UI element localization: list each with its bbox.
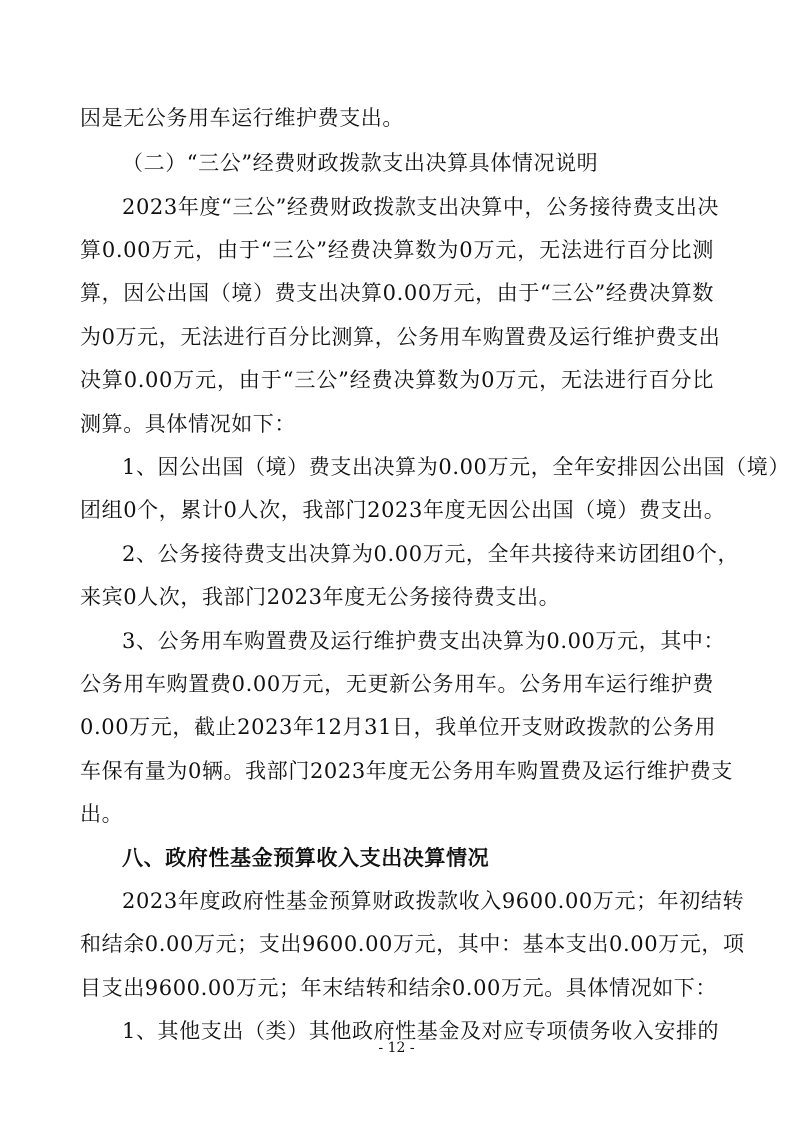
paragraph-line: 和结余0.00万元；支出9600.00万元，其中：基本支出0.00万元，项: [80, 932, 745, 956]
paragraph-line: 出。: [80, 802, 124, 826]
paragraph-line: 因是无公务用车运行维护费支出。: [80, 106, 404, 130]
paragraph-line: 2、公务接待费支出决算为0.00万元，全年共接待来访团组0个，: [122, 542, 740, 566]
paragraph-line: 决算0.00万元，由于“三公”经费决算数为0万元，无法进行百分比: [80, 368, 714, 392]
paragraph-line: 算，因公出国（境）费支出决算0.00万元，由于“三公”经费决算数: [80, 281, 714, 305]
paragraph-line: 为0万元，无法进行百分比测算，公务用车购置费及运行维护费支出: [80, 325, 721, 349]
paragraph-line: 测算。具体情况如下：: [80, 412, 296, 436]
paragraph-line: 2023年度“三公”经费财政拨款支出决算中，公务接待费支出决: [122, 195, 719, 219]
paragraph-line: 团组0个，累计0人次，我部门2023年度无因公出国（境）费支出。: [80, 498, 726, 522]
paragraph-line: 2023年度政府性基金预算财政拨款收入9600.00万元；年初结转: [122, 889, 745, 913]
section-heading: 八、政府性基金预算收入支出决算情况: [122, 846, 490, 870]
paragraph-line: 1、因公出国（境）费支出决算为0.00万元，全年安排因公出国（境）: [122, 455, 790, 479]
paragraph-line: 车保有量为0辆。我部门2023年度无公务用车购置费及运行维护费支: [80, 759, 734, 783]
paragraph-line: 公务用车购置费0.00万元，无更新公务用车。公务用车运行维护费: [80, 672, 714, 696]
page-number: - 12 -: [378, 1040, 415, 1056]
paragraph-line: 0.00万元，截止2023年12月31日，我单位开支财政拨款的公务用: [80, 715, 717, 739]
paragraph-line: 1、其他支出（类）其他政府性基金及对应专项债务收入安排的: [122, 1019, 720, 1043]
paragraph-line: 来宾0人次，我部门2023年度无公务接待费支出。: [80, 585, 561, 609]
paragraph-line: 目支出9600.00万元；年末结转和结余0.00万元。具体情况如下：: [80, 976, 717, 1000]
paragraph-line: 算0.00万元，由于“三公”经费决算数为0万元，无法进行百分比测: [80, 238, 714, 262]
paragraph-line: 3、公务用车购置费及运行维护费支出决算为0.00万元，其中：: [122, 629, 726, 653]
section-subheading: （二）“三公”经费财政拨款支出决算具体情况说明: [122, 151, 599, 175]
